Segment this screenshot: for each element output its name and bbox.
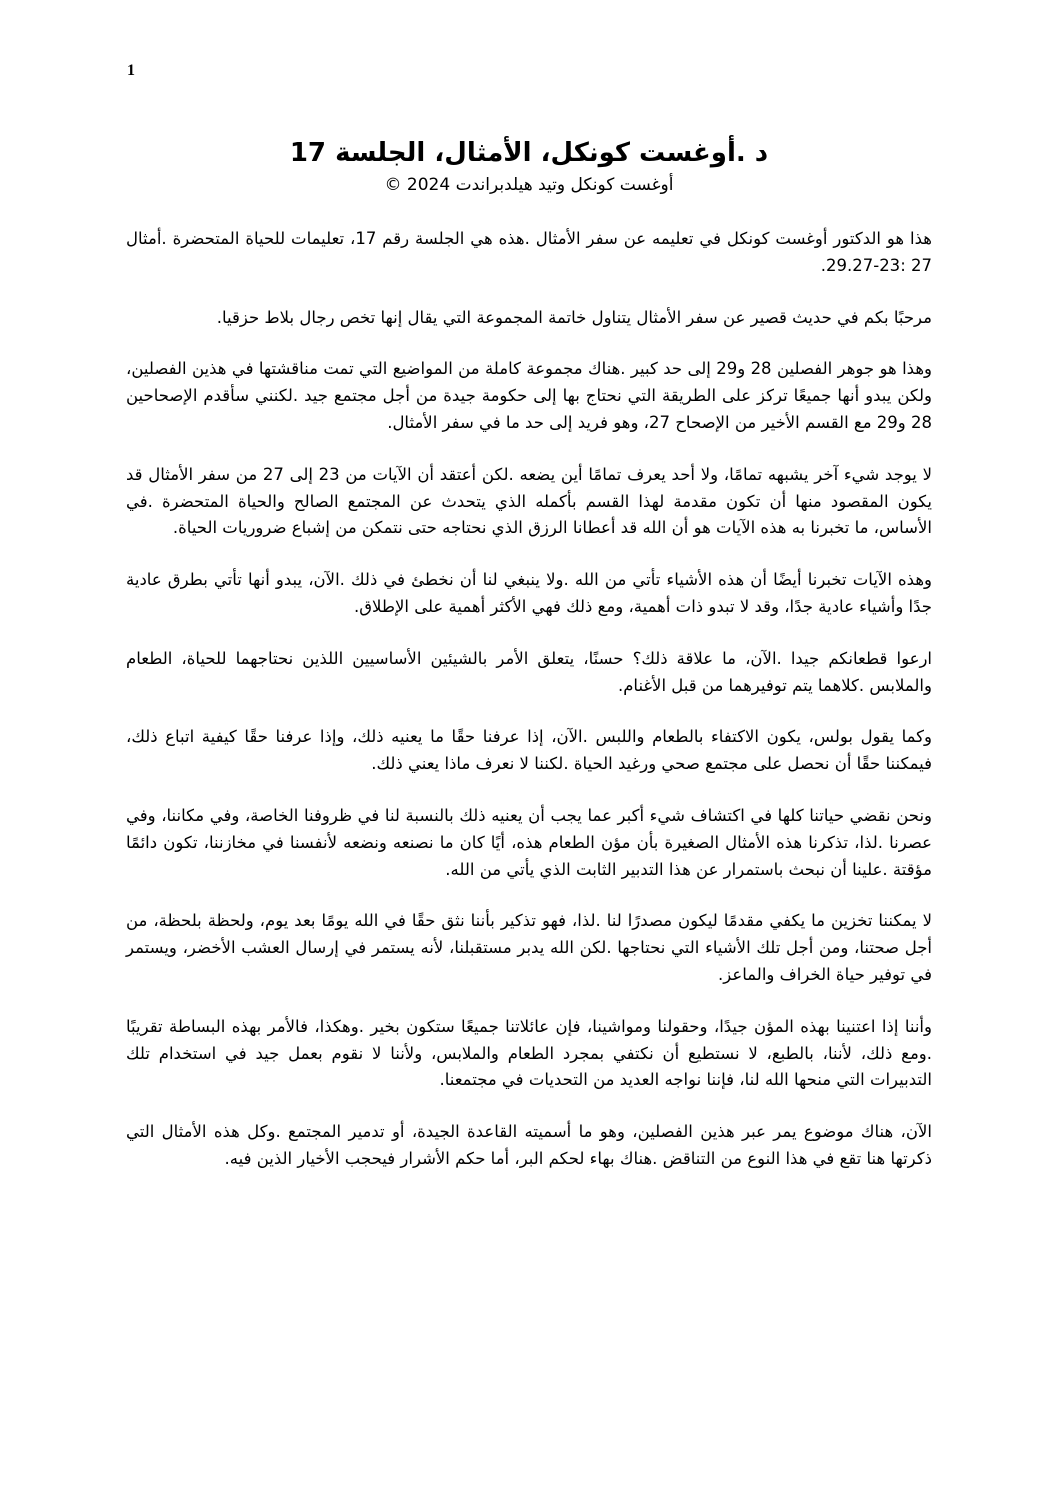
page-number: 1: [127, 62, 135, 79]
paragraph: وأننا إذا اعتنينا بهذه المؤن جيدًا، وحقولنا ومواشينا، فإن عائلاتنا جميعًا ستكون بخير .وهكذا، فالأمر بهذه البساطة تقريبًا .ومع ذلك، لأننا، بالطبع، لا نستطيع أن نكتفي بمجرد الطعام والملابس، ولأننا لا نقوم بعمل جيد في استخدام تلك التدبيرات التي منحها الله لنا، فإننا نواجه العديد من التحديات في مجتمعنا.: [126, 1016, 932, 1090]
document-body: [126, 226, 932, 1198]
paragraph: هذا هو الدكتور أوغست كونكل في تعليمه عن سفر الأمثال .هذه هي الجلسة رقم 17، تعليمات للحياة المتحضرة .أمثال 27 :23-29.27.: [126, 229, 932, 275]
paragraph: الآن، هناك موضوع يمر عبر هذين الفصلين، وهو ما أسميته القاعدة الجيدة، أو تدمير المجتمع .وكل هذه الأمثال التي ذكرتها هنا تقع في هذا النوع من التناقض .هناك بهاء لحكم البر، أما حكم الأشرار فيحجب الأخيار الذين فيه.: [126, 1122, 932, 1168]
paragraph: وهذا هو جوهر الفصلين 28 و29 إلى حد كبير .هناك مجموعة كاملة من المواضيع التي تمت مناقشتها في هذين الفصلين، ولكن يبدو أنها جميعًا تركز على الطريقة التي نحتاج بها إلى حكومة جيدة من أجل مجتمع جيد .لكنني سأقدم الإصحاحين 28 و29 مع القسم الأخير من الإصحاح 27، وهو فريد إلى حد ما في سفر الأمثال.: [126, 359, 933, 432]
paragraph: لا يمكننا تخزين ما يكفي مقدمًا ليكون مصدرًا لنا .لذا، فهو تذكير بأننا نثق حقًا في الله يومًا بعد يوم، ولحظة بلحظة، من أجل صحتنا، ومن أجل تلك الأشياء التي نحتاجها .لكن الله يدبر مستقبلنا، لأنه يستمر في إرسال العشب الأخضر، ويستمر في توفير حياة الخراف والماعز.: [126, 911, 932, 984]
paragraph: ونحن نقضي حياتنا كلها في اكتشاف شيء أكبر عما يجب أن يعنيه ذلك بالنسبة لنا في ظروفنا الخاصة، وفي مكاننا، وفي عصرنا .لذا، تذكرنا هذه الأمثال الصغيرة بأن مؤن الطعام هذه، أيًا كان ما نصنعه ونضعه لأنفسنا في مخازننا، تكون دائمًا مؤقتة .علينا أن نبحث باستمرار عن هذا التدبير الثابت الذي يأتي من الله.: [126, 805, 932, 879]
document-subtitle: أوغست كونكل وتيد هيلدبراندت 2024 ©: [384, 175, 674, 195]
title-block: [120, 136, 938, 198]
paragraph: لا يوجد شيء آخر يشبهه تمامًا، ولا أحد يعرف تمامًا أين يضعه .لكن أعتقد أن الآيات من 23 إلى 27 من سفر الأمثال قد يكون المقصود منها أن تكون مقدمة لهذا القسم بأكمله الذي يتحدث عن المجتمع الصالح والحياة المتحضرة .في الأساس، ما تخبرنا به هذه الآيات هو أن الله قد أعطانا الرزق الذي نحتاجه حتى نتمكن من إشباع ضروريات الحياة.: [126, 464, 933, 538]
paragraph: ارعوا قطعانكم جيدا .الآن، ما علاقة ذلك؟ حسنًا، يتعلق الأمر بالشيئين الأساسيين اللذين نحتاجهما للحياة، الطعام والملابس .كلاهما يتم توفيرهما من قبل الأغنام.: [126, 648, 932, 695]
paragraph: مرحبًا بكم في حديث قصير عن سفر الأمثال يتناول خاتمة المجموعة التي يقال إنها تخص رجال بلاط حزقيا.: [216, 307, 932, 327]
paragraph: وكما يقول بولس، يكون الاكتفاء بالطعام واللبس .الآن، إذا عرفنا حقًا ما يعنيه ذلك، وإذا عرفنا حقًا كيفية اتباع ذلك، فيمكننا حقًا أن نحصل على مجتمع صحي ورغيد الحياة .لكننا لا نعرف ماذا يعني ذلك.: [126, 727, 932, 774]
document-title: د .أوغست كونكل، الأمثال، الجلسة 17: [289, 138, 769, 168]
paragraph: وهذه الآيات تخبرنا أيضًا أن هذه الأشياء تأتي من الله .ولا ينبغي لنا أن نخطئ في ذلك .الآن، يبدو أنها تأتي بطرق عادية جدًا وأشياء عادية جدًا، وقد لا تبدو ذات أهمية، ومع ذلك فهي الأكثر أهمية على الإطلاق.: [126, 570, 932, 616]
